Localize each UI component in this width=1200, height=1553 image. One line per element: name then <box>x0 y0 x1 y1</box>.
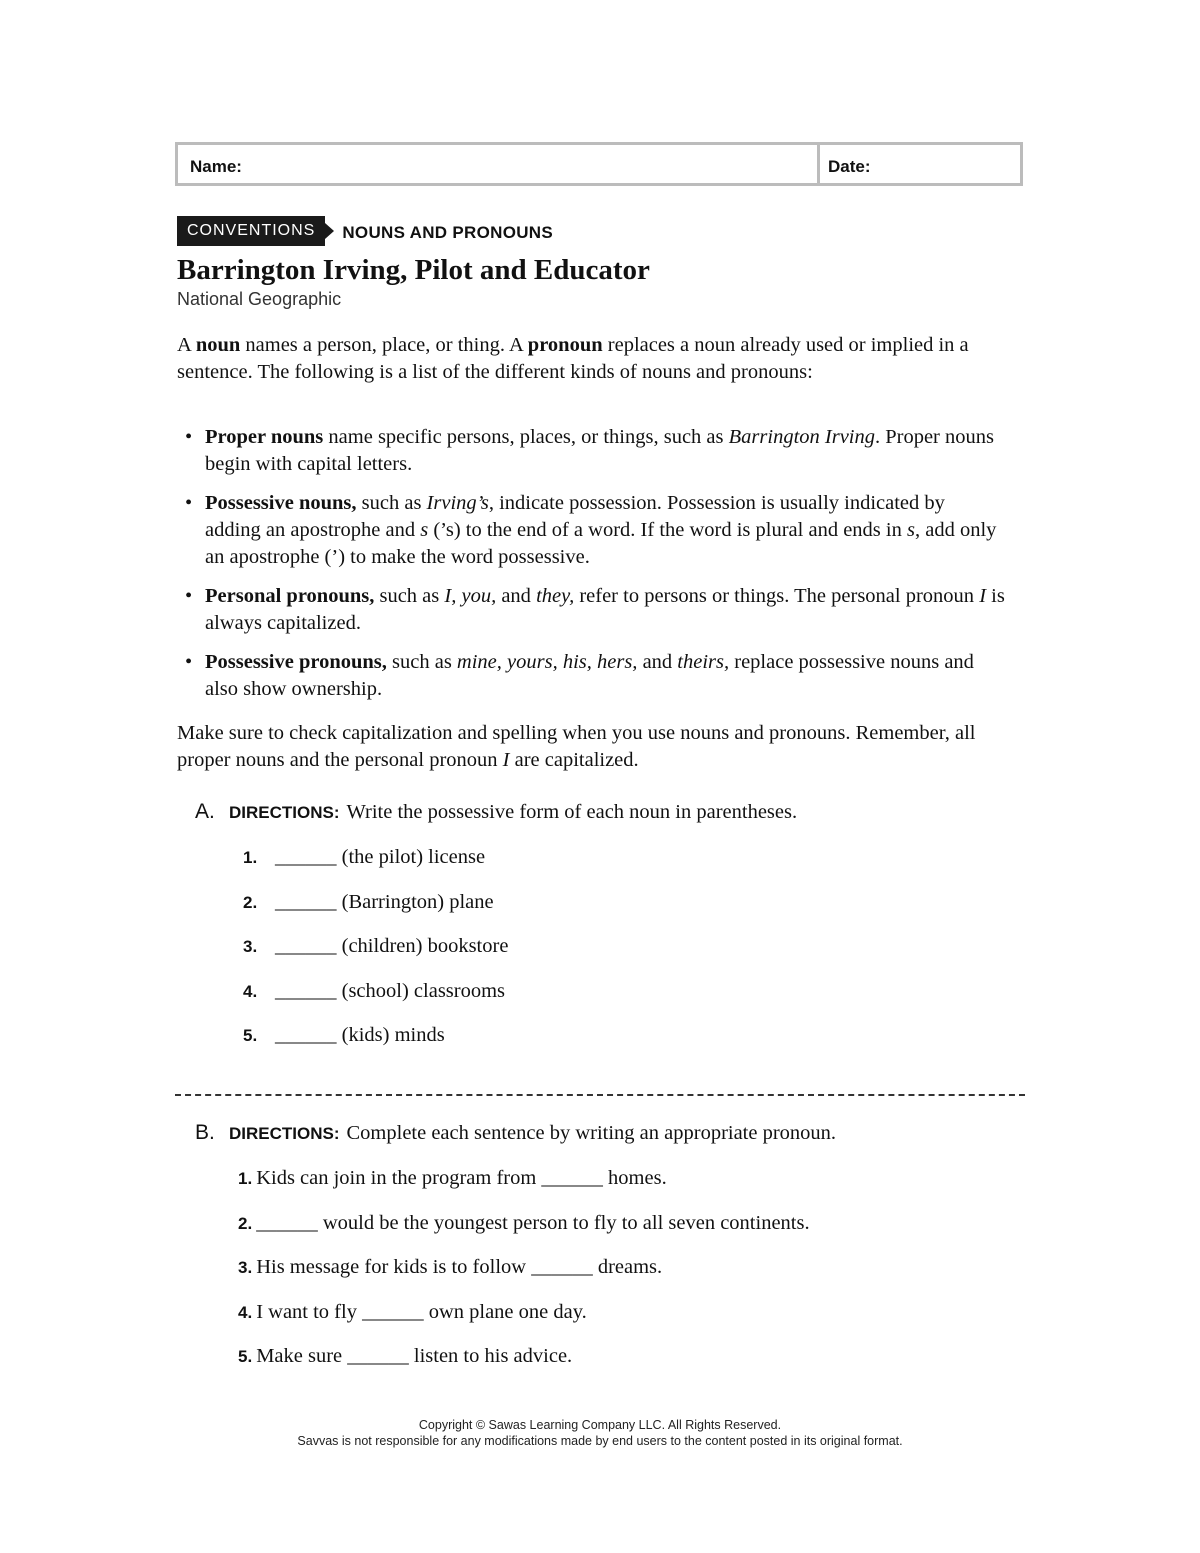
bullet-example: mine, yours, his, hers, <box>456 651 638 673</box>
bullet-text: . Proper nouns begin with capital letters. <box>205 426 994 475</box>
directions-text: Write the possessive form of each noun in parentheses. <box>346 801 798 823</box>
intro-text: A <box>177 334 196 356</box>
name-label: Name: <box>190 157 242 176</box>
exercise-item[interactable] <box>238 1345 810 1390</box>
bullet-example: s <box>420 519 429 541</box>
list-item-possessive-nouns <box>185 490 1005 571</box>
item-text: ______ (school) classrooms <box>275 979 506 1002</box>
intro-noun-term: noun <box>195 334 241 356</box>
page-title: Barrington Irving, Pilot and Educator <box>177 254 650 286</box>
bullet-example: Irving’s <box>426 492 489 514</box>
item-number: 5. <box>238 1347 253 1367</box>
bullet-example: theirs, <box>677 651 730 673</box>
bullet-example: I <box>979 585 987 607</box>
list-item-possessive-pronouns <box>185 649 1005 703</box>
item-number: 4. <box>243 981 258 1001</box>
bullet-text: is always capitalized. <box>205 585 1005 634</box>
bullet-text: , indicate possession. Possession is usually indicated by adding an apostrophe and <box>205 492 945 541</box>
bullet-text: name specific persons, places, or things, such as <box>323 426 729 448</box>
bullet-text: and <box>637 651 678 673</box>
item-text: I want to fly ______ own plane one day. <box>256 1300 587 1323</box>
exercise-item[interactable] <box>238 1212 810 1257</box>
conventions-tag: CONVENTIONS <box>177 216 325 246</box>
directions-label: DIRECTIONS: <box>229 1124 340 1143</box>
intro-text: replaces a noun already used or implied in a sentence. The following is a list of the different kinds of nouns and pronouns: <box>177 334 969 383</box>
item-number: 3. <box>243 937 258 957</box>
item-text: His message for kids is to follow ______ dreams. <box>256 1256 663 1279</box>
dashed-divider <box>175 1094 1025 1096</box>
item-text: ______ (children) bookstore <box>275 935 509 958</box>
item-text: Make sure ______ listen to his advice. <box>256 1345 573 1368</box>
exercise-item[interactable] <box>238 1301 810 1346</box>
reminder-text: Make sure to check capitalization and spelling when you use nouns and pronouns. Remember, all proper nouns and the personal pronoun <box>177 722 976 771</box>
exercise-item[interactable] <box>243 935 508 980</box>
section-b-items <box>238 1167 810 1390</box>
bullet-text: such as <box>386 651 457 673</box>
bullet-text: (’s) to the end of a word. If the word is plural and ends in <box>428 519 907 541</box>
item-text: ______ would be the youngest person to fly to all seven continents. <box>256 1211 810 1234</box>
list-item-proper-nouns <box>185 424 1005 478</box>
bullet-term: Proper nouns <box>205 426 324 448</box>
section-b-letter: B. <box>195 1121 215 1144</box>
directions-text: Complete each sentence by writing an appropriate pronoun. <box>346 1122 837 1144</box>
disclaimer-line: Savvas is not responsible for any modifications made by end users to the content posted in its original format. <box>297 1434 903 1448</box>
bullet-icon: • <box>185 426 193 448</box>
intro-paragraph <box>177 332 1007 386</box>
exercise-item[interactable] <box>243 891 508 936</box>
section-b-directions <box>195 1121 836 1145</box>
exercise-item[interactable] <box>243 980 508 1025</box>
date-field[interactable] <box>820 145 1020 183</box>
exercise-item[interactable] <box>238 1167 810 1212</box>
bullet-icon: • <box>185 585 193 607</box>
item-text: Kids can join in the program from ______ homes. <box>256 1167 667 1189</box>
bullet-text: and <box>496 585 537 607</box>
bullet-example: they, <box>536 585 575 607</box>
item-number: 1. <box>238 1169 253 1188</box>
item-number: 5. <box>243 1026 258 1046</box>
section-a-items <box>243 846 508 1069</box>
directions-label: DIRECTIONS: <box>229 803 340 822</box>
item-number: 3. <box>238 1258 253 1278</box>
item-text: ______ (Barrington) plane <box>275 890 494 913</box>
tag-topic: NOUNS AND PRONOUNS <box>342 223 554 242</box>
bullet-example: I, you, <box>444 585 497 607</box>
bullet-term: Possessive nouns, <box>205 492 357 514</box>
bullet-icon: • <box>185 492 193 514</box>
item-text: ______ (kids) minds <box>275 1024 445 1047</box>
bullet-text: replace possessive nouns and also show ownership. <box>205 651 974 700</box>
item-number: 2. <box>238 1213 253 1233</box>
bullet-term: Personal pronouns, <box>205 585 375 607</box>
reminder-pronoun: I <box>502 749 510 771</box>
bullet-example: Barrington Irving <box>728 426 875 448</box>
item-text: ______ (the pilot) license <box>275 846 486 868</box>
date-label: Date: <box>828 157 871 176</box>
intro-pronoun-term: pronoun <box>527 334 603 356</box>
bullet-text: such as <box>356 492 427 514</box>
tag-arrow-icon <box>325 223 334 239</box>
name-date-box <box>175 142 1023 186</box>
bullet-text: refer to persons or things. The personal pronoun <box>574 585 980 607</box>
section-tag <box>177 215 553 247</box>
bullet-term: Possessive pronouns, <box>205 651 387 673</box>
intro-text: names a person, place, or thing. A <box>240 334 528 356</box>
copyright-line: Copyright © Sawas Learning Company LLC. All Rights Reserved. <box>418 1418 782 1432</box>
source-line: National Geographic <box>177 289 342 309</box>
exercise-item[interactable] <box>243 1024 508 1069</box>
reminder-paragraph <box>177 720 1007 774</box>
section-a-directions <box>195 800 797 824</box>
bullet-example: s <box>906 519 915 541</box>
item-number: 4. <box>238 1302 253 1322</box>
exercise-item[interactable] <box>243 846 508 891</box>
bullet-text: , add only an apostrophe (’) to make the word possessive. <box>205 519 997 568</box>
name-field[interactable] <box>178 145 820 183</box>
bullet-text: such as <box>374 585 445 607</box>
section-a-letter: A. <box>195 800 215 823</box>
bullet-icon: • <box>185 651 193 673</box>
item-number: 2. <box>243 892 258 912</box>
exercise-item[interactable] <box>238 1256 810 1301</box>
item-number: 1. <box>243 848 258 867</box>
reminder-text: are capitalized. <box>509 749 639 771</box>
noun-types-list <box>185 424 1005 715</box>
copyright-footer <box>0 1417 1200 1449</box>
list-item-personal-pronouns <box>185 583 1005 637</box>
